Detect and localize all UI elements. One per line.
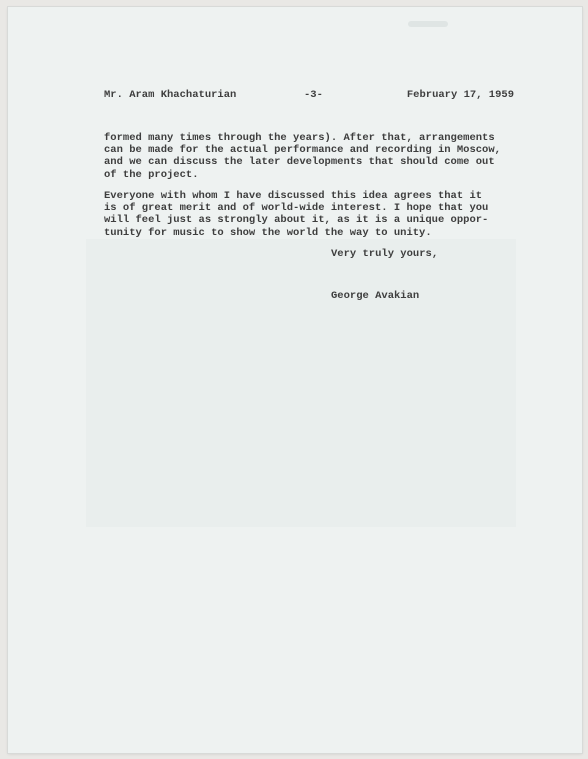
page-number: -3- bbox=[304, 89, 323, 101]
closing-line: Very truly yours, bbox=[331, 248, 439, 260]
body-paragraph-1: formed many times through the years). After that, arrangements can be made for the actual performance and recording in Moscow, and we can discuss the later developments that should come out of the project. bbox=[104, 132, 501, 181]
body-paragraph-2: Everyone with whom I have discussed this idea agrees that it is of great merit and of world-wide interest. I hope that you will feel just as strongly about it, as it is a unique oppor- tunity for music to show the world the way to unity. bbox=[104, 190, 489, 239]
letter-header bbox=[104, 89, 514, 103]
paper-shadow-area bbox=[86, 239, 516, 527]
letter-page bbox=[8, 7, 582, 753]
recipient-name: Mr. Aram Khachaturian bbox=[104, 89, 237, 101]
letter-date: February 17, 1959 bbox=[406, 89, 514, 101]
signature-name: George Avakian bbox=[331, 290, 420, 302]
faint-mark bbox=[408, 21, 448, 27]
